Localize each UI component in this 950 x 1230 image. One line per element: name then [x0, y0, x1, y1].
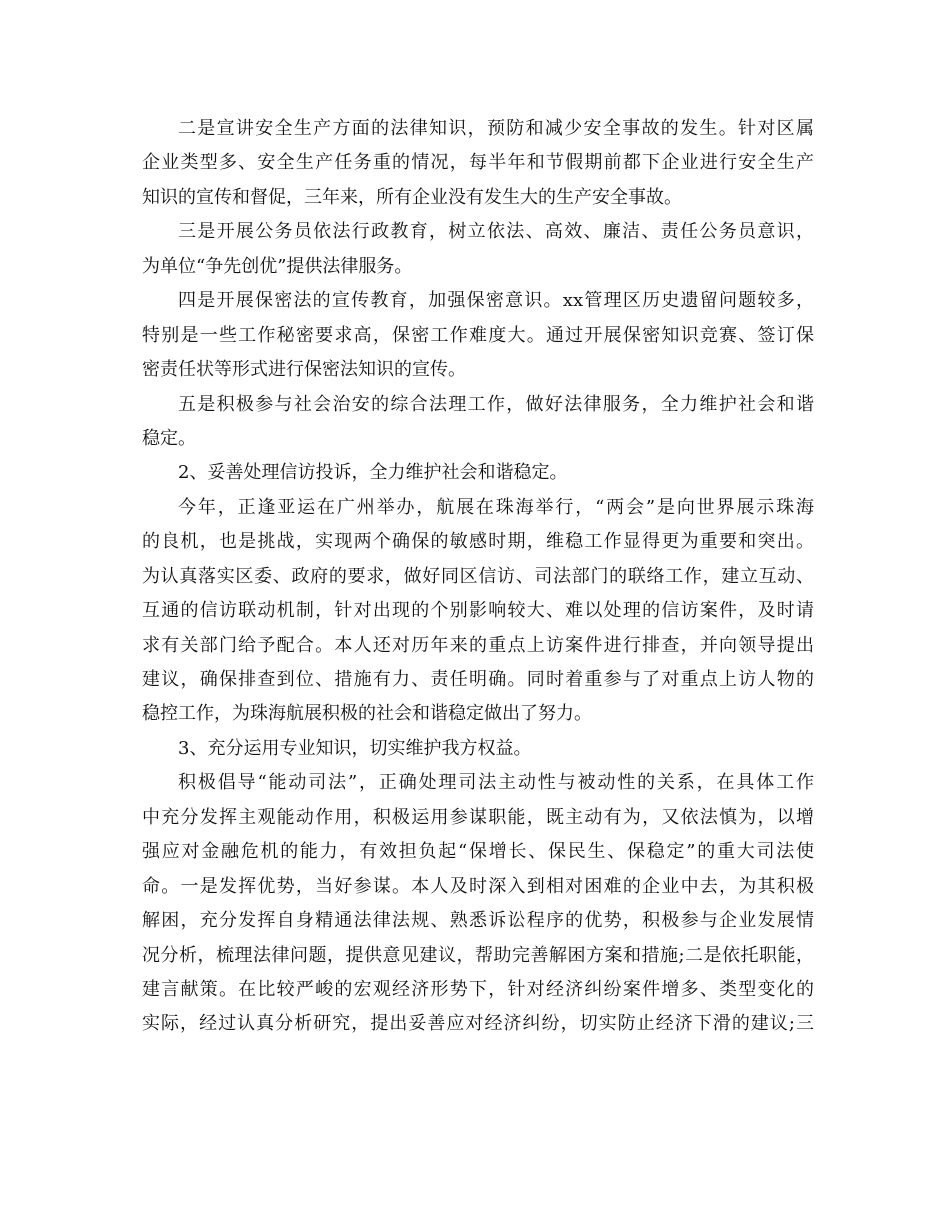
- text-line: 实际，经过认真分析研究，提出妥善应对经济纠纷，切实防止经济下滑的建议;三: [142, 1013, 814, 1035]
- document-body: [142, 112, 814, 1042]
- text-line: 企业类型多、安全生产任务重的情况，每半年和节假期前都下企业进行安全生产: [142, 152, 814, 174]
- text-line: 的良机，也是挑战，实现两个确保的敏感时期，维稳工作显得更为重要和突出。: [142, 531, 814, 553]
- text-line: 互通的信访联动机制，针对出现的个别影响较大、难以处理的信访案件，及时请: [142, 600, 814, 622]
- text-line: 积极倡导“能动司法”，正确处理司法主动性与被动性的关系，在具体工作: [178, 772, 814, 794]
- text-line: 三是开展公务员依法行政教育，树立依法、高效、廉洁、责任公务员意识，: [178, 221, 814, 243]
- text-line: 建言献策。在比较严峻的宏观经济形势下，针对经济纠纷案件增多、类型变化的: [142, 978, 814, 1000]
- text-line: 2、妥善处理信访投诉，全力维护社会和谐稳定。: [178, 462, 568, 484]
- text-line: 求有关部门给予配合。本人还对历年来的重点上访案件进行排查，并向领导提出: [142, 634, 814, 656]
- text-line: 中充分发挥主观能动作用，积极运用参谋职能，既主动有为，又依法慎为，以增: [142, 806, 814, 828]
- text-line: 建议，确保排查到位、措施有力、责任明确。同时着重参与了对重点上访人物的: [142, 669, 814, 690]
- text-line: 二是宣讲安全生产方面的法律知识，预防和减少安全事故的发生。针对区属: [178, 118, 814, 139]
- text-line: 解困，充分发挥自身精通法律法规、熟悉诉讼程序的优势，积极参与企业发展情: [142, 910, 814, 932]
- text-line: 四是开展保密法的宣传教育，加强保密意识。xx管理区历史遗留问题较多，: [178, 290, 814, 312]
- text-line: 为认真落实区委、政府的要求，做好同区信访、司法部门的联络工作，建立互动、: [142, 565, 814, 587]
- text-line: 为单位“争先创优”提供法律服务。: [142, 255, 413, 277]
- text-line: 强应对金融危机的能力，有效担负起“保增长、保民生、保稳定”的重大司法使: [142, 841, 814, 863]
- text-line: 况分析，梳理法律问题，提供意见建议，帮助完善解困方案和措施;二是依托职能，: [142, 944, 814, 966]
- text-line: 特别是一些工作秘密要求高，保密工作难度大。通过开展保密知识竞赛、签订保: [142, 324, 814, 346]
- text-line: 稳控工作，为珠海航展积极的社会和谐稳定做出了努力。: [142, 703, 592, 725]
- text-line: 3、充分运用专业知识，切实维护我方权益。: [178, 737, 532, 759]
- text-line: 命。一是发挥优势，当好参谋。本人及时深入到相对困难的企业中去，为其积极: [142, 875, 814, 897]
- text-line: 稳定。: [142, 427, 196, 449]
- text-line: 密责任状等形式进行保密法知识的宣传。: [142, 359, 466, 381]
- text-line: 五是积极参与社会治安的综合法理工作，做好法律服务，全力维护社会和谐: [178, 393, 814, 415]
- text-line: 知识的宣传和督促，三年来，所有企业没有发生大的生产安全事故。: [142, 186, 682, 208]
- text-line: 今年，正逢亚运在广州举办，航展在珠海举行，“两会”是向世界展示珠海: [178, 496, 814, 518]
